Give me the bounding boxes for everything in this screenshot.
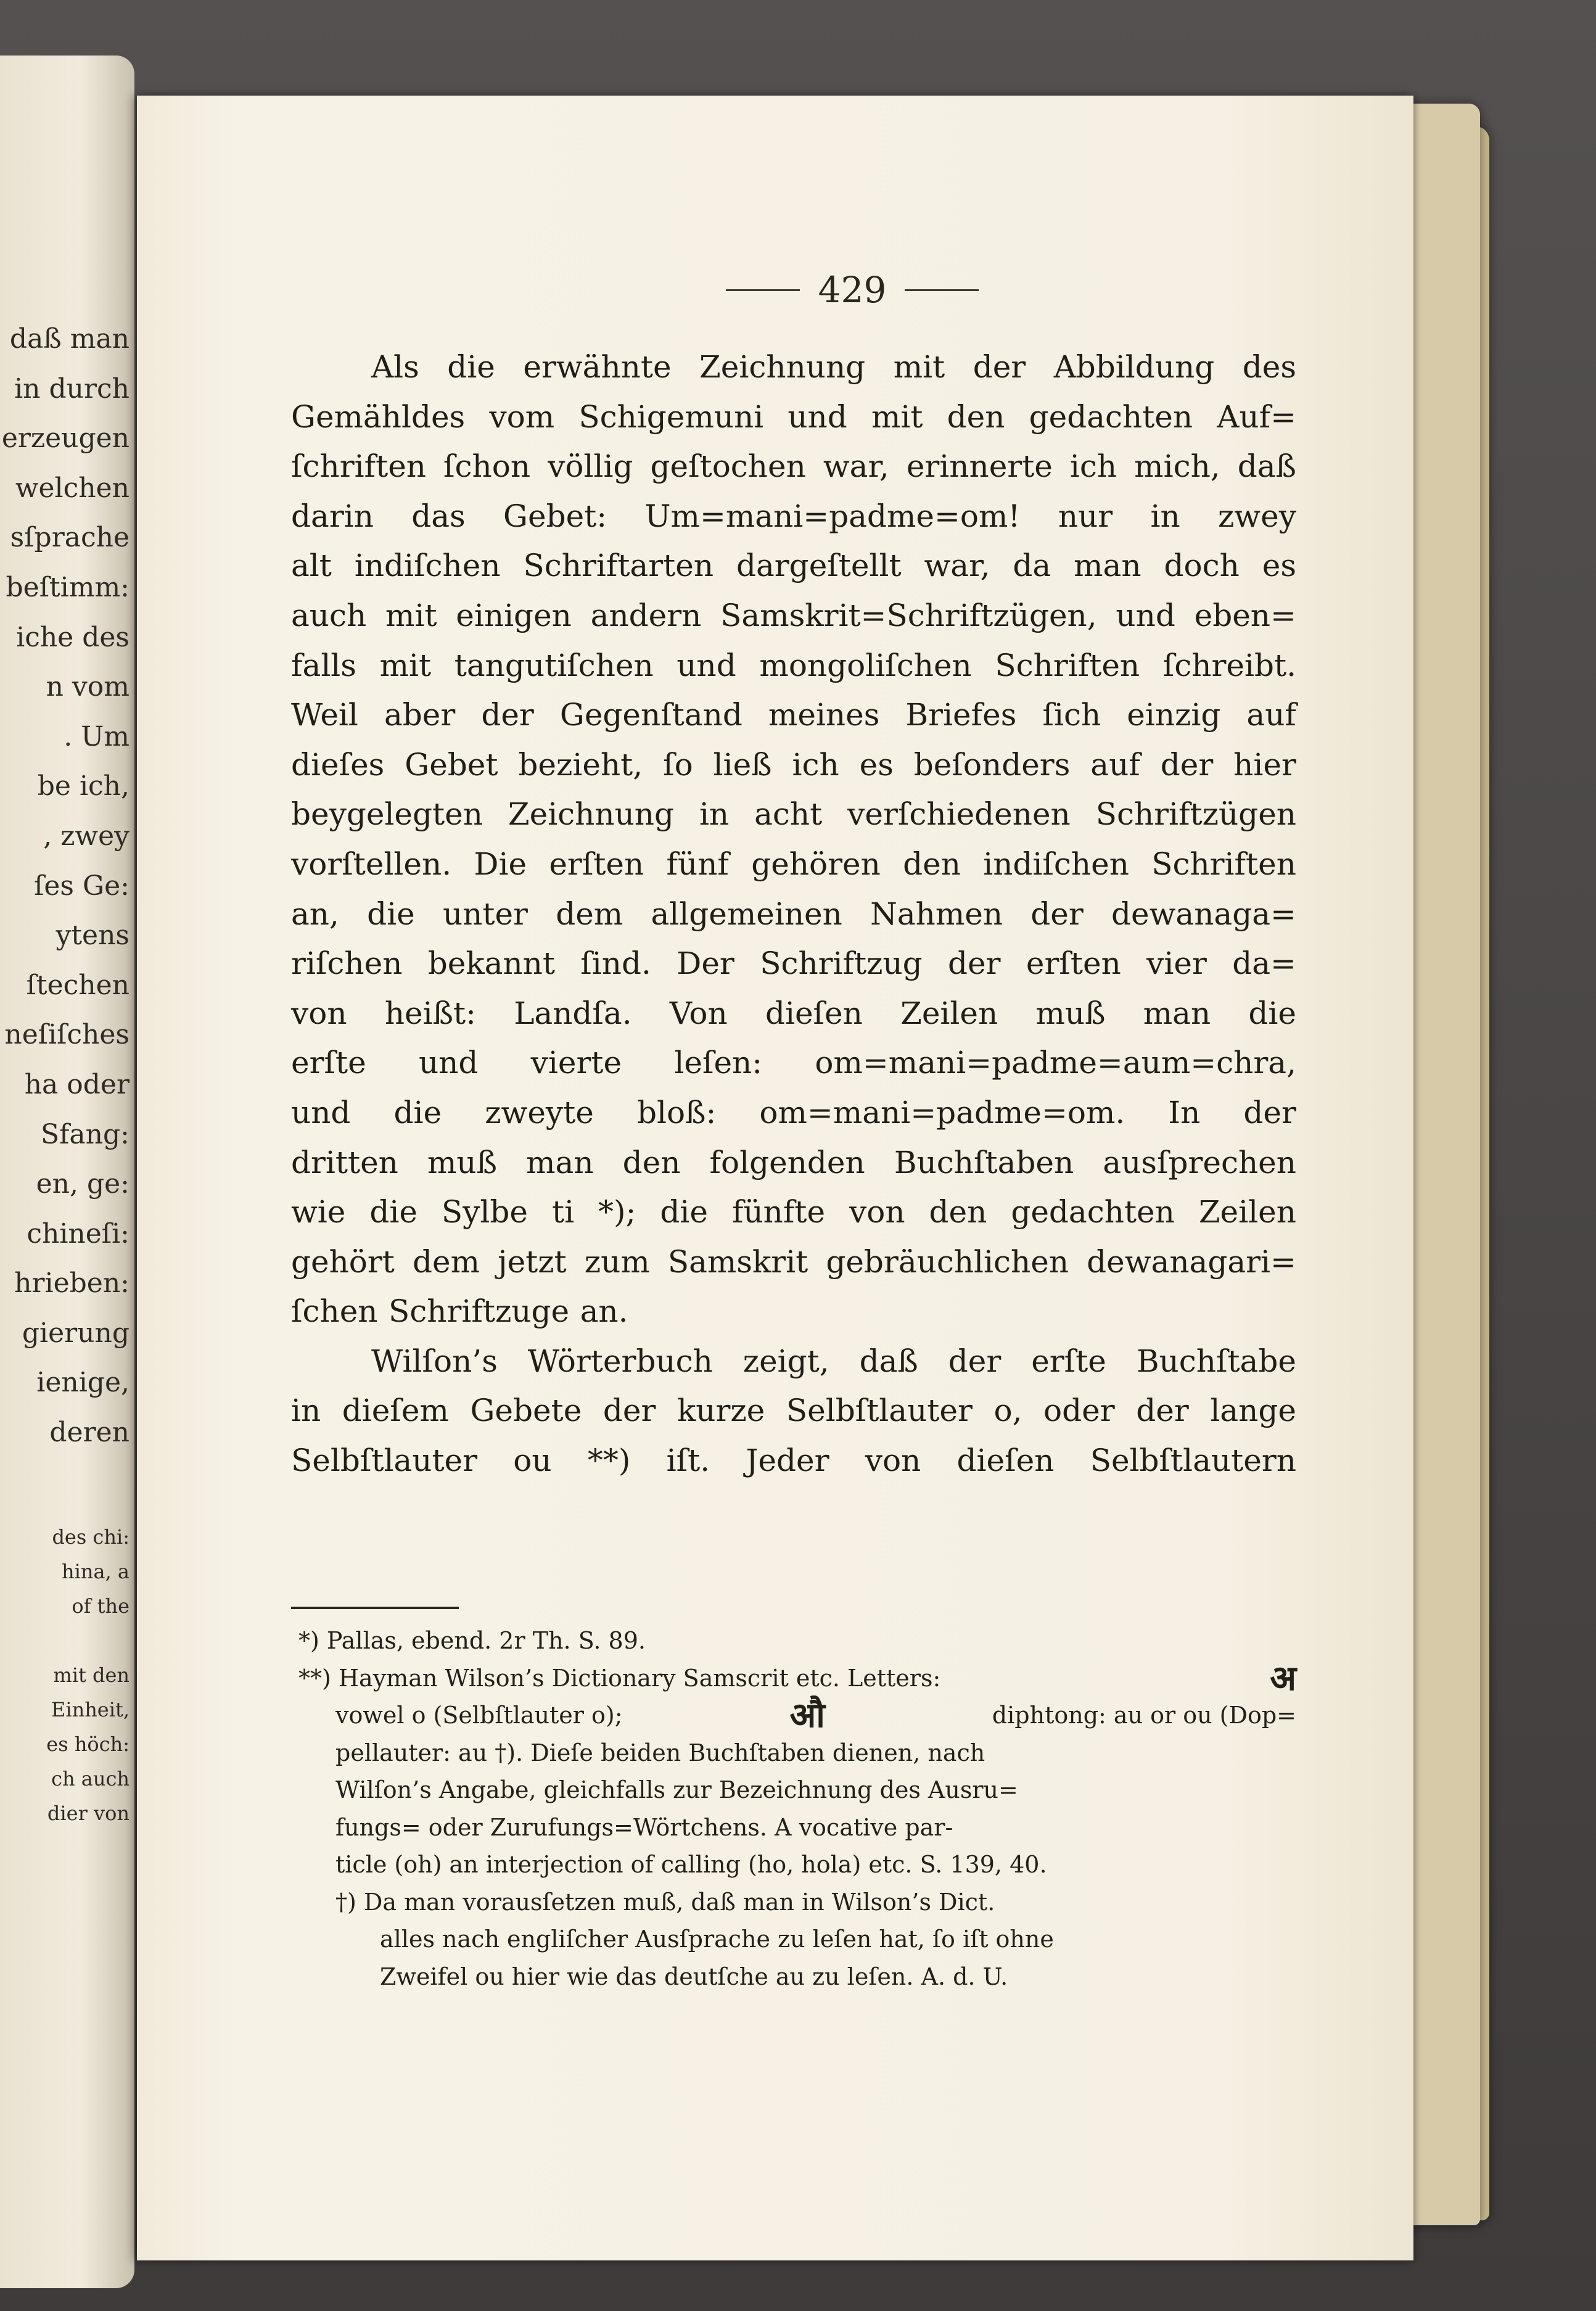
footnote-2-line-4 bbox=[298, 1771, 1296, 1809]
footnote-3-text-b: alles nach engliſcher Ausſprache zu leſen hat, ſo iſt ohne bbox=[380, 1926, 1054, 1953]
word: Zeilen bbox=[1198, 1194, 1296, 1230]
word: den bbox=[622, 1144, 681, 1180]
footnote-2-line-6 bbox=[298, 1846, 1296, 1884]
word: Buchſtaben bbox=[894, 1144, 1074, 1180]
text-line bbox=[291, 342, 1296, 392]
word: hier bbox=[1233, 746, 1296, 783]
left-page-fragment: ytens bbox=[56, 920, 130, 952]
left-page-fragment: chineſi: bbox=[27, 1217, 130, 1250]
word: der bbox=[948, 1343, 1002, 1379]
word: oder bbox=[1043, 1393, 1115, 1429]
word: Gebet: bbox=[503, 498, 607, 534]
word: auch bbox=[291, 597, 367, 633]
left-page-footnote-fragment: of the bbox=[72, 1594, 130, 1618]
left-page-footnote-fragment: dier von bbox=[47, 1801, 130, 1825]
word: der bbox=[1136, 1393, 1189, 1429]
left-page-fragment: in durch bbox=[14, 373, 130, 405]
word: andern bbox=[590, 597, 702, 633]
word: ſchon bbox=[443, 448, 531, 485]
word: lange bbox=[1210, 1393, 1296, 1429]
word: Schriftzuge bbox=[389, 1293, 570, 1330]
word: da= bbox=[1232, 945, 1296, 982]
footnote-2-text-e: Wilſon’s Angabe, gleichfalls zur Bezeichnung des Ausru= bbox=[335, 1776, 1018, 1803]
word: beſonders bbox=[913, 746, 1071, 783]
word: war, bbox=[823, 448, 889, 485]
footnote-3-text-c: Zweifel ou hier wie das deutſche au zu leſen. A. d. U. bbox=[380, 1963, 1008, 1990]
word: Wilſon’s bbox=[371, 1343, 498, 1379]
word: Abbildung bbox=[1053, 349, 1215, 385]
word: die bbox=[369, 1194, 418, 1230]
left-page-fragment: neſiſches bbox=[4, 1019, 130, 1051]
word: Zeichnung bbox=[699, 349, 866, 385]
word: völlig bbox=[548, 448, 633, 485]
word: dieſem bbox=[342, 1393, 449, 1429]
footnote-3-text-a: †) Da man vorausſetzen muß, daß man in Wilson’s Dict. bbox=[335, 1888, 995, 1916]
text-line bbox=[291, 1237, 1296, 1287]
footnotes bbox=[298, 1622, 1296, 1995]
word: Zeichnung bbox=[508, 796, 674, 833]
word: es bbox=[859, 746, 894, 783]
word: nur bbox=[1058, 498, 1113, 534]
word: erwähnte bbox=[523, 349, 672, 385]
word: erſte bbox=[1031, 1343, 1106, 1379]
word: Schriftarten bbox=[523, 548, 714, 584]
word: Selbſtlautern bbox=[1090, 1443, 1296, 1479]
word: geſtochen bbox=[650, 448, 806, 485]
word: Von bbox=[669, 995, 728, 1031]
word: zweyte bbox=[485, 1094, 594, 1131]
word: gehören bbox=[751, 846, 881, 882]
word: Schigemuni bbox=[578, 398, 764, 435]
word: verſchiedenen bbox=[847, 796, 1071, 833]
word: bezieht, bbox=[518, 746, 643, 783]
word: ſchriften bbox=[291, 448, 426, 485]
word: daß bbox=[859, 1343, 918, 1379]
word: von bbox=[849, 1194, 905, 1230]
left-page-footnote-fragment: mit den bbox=[53, 1663, 130, 1687]
right-page bbox=[137, 96, 1413, 2260]
word: mongoliſchen bbox=[759, 647, 972, 683]
word: bloß: bbox=[636, 1094, 717, 1131]
word: erſte bbox=[291, 1045, 366, 1081]
word: Der bbox=[677, 945, 734, 982]
text-line bbox=[291, 1138, 1296, 1188]
word: jetzt bbox=[498, 1243, 567, 1280]
word: den bbox=[947, 398, 1005, 435]
left-page-gap bbox=[0, 1458, 130, 1520]
word: Um=mani=padme=om! bbox=[644, 498, 1021, 534]
text-line bbox=[291, 740, 1296, 790]
footnote-2-text-g: ticle (oh) an interjection of calling (ho, hola) etc. S. 139, 40. bbox=[335, 1851, 1047, 1878]
word: die bbox=[447, 349, 495, 385]
word: ich bbox=[792, 746, 839, 783]
text-line bbox=[291, 889, 1296, 939]
word: von bbox=[865, 1443, 921, 1479]
word: darin bbox=[291, 498, 374, 534]
page-number: 429 bbox=[818, 269, 887, 311]
footnote-2-line-1 bbox=[298, 1657, 1296, 1699]
left-page-fragment: daß man bbox=[9, 323, 130, 355]
word: falls bbox=[291, 647, 356, 683]
word: Jeder bbox=[746, 1443, 829, 1479]
word: zwey bbox=[1217, 498, 1296, 534]
word: Gebet bbox=[405, 746, 498, 783]
word: Auf= bbox=[1217, 398, 1296, 435]
word: eben= bbox=[1194, 597, 1296, 633]
word: Schriftzügen bbox=[1095, 796, 1296, 833]
word: In bbox=[1168, 1094, 1201, 1131]
word: heißt: bbox=[384, 995, 476, 1031]
word: es bbox=[1262, 548, 1296, 584]
word: fünfte bbox=[731, 1194, 826, 1230]
word: ſo bbox=[663, 746, 693, 783]
word: in bbox=[1150, 498, 1180, 534]
left-page-footnote-fragment: des chi: bbox=[52, 1525, 130, 1549]
word: tangutiſchen bbox=[454, 647, 654, 683]
footnote-2-text-f: fungs= oder Zurufungs=Wörtchens. A vocative par- bbox=[335, 1813, 953, 1841]
left-page-fragment: hrieben: bbox=[14, 1267, 130, 1300]
word: auf bbox=[1090, 746, 1140, 783]
word: das bbox=[411, 498, 466, 534]
text-line bbox=[291, 839, 1296, 889]
word: Gebete bbox=[470, 1393, 582, 1429]
word: Gemähldes bbox=[291, 398, 466, 435]
left-page-fragment: be ich, bbox=[37, 770, 130, 802]
word: zum bbox=[584, 1243, 650, 1280]
left-page-fragment: ha oder bbox=[24, 1068, 130, 1100]
footnote-3-line-1 bbox=[298, 1884, 1296, 1921]
left-page-footnote-fragment bbox=[0, 1623, 130, 1658]
text-line bbox=[291, 492, 1296, 542]
word: meines bbox=[768, 697, 880, 733]
word: gedachten bbox=[1011, 1194, 1175, 1230]
word: in bbox=[699, 796, 730, 833]
word: die bbox=[393, 1094, 442, 1131]
word: dewanagari= bbox=[1087, 1243, 1296, 1280]
word: beygelegten bbox=[291, 796, 483, 833]
word: gehört bbox=[291, 1243, 395, 1280]
word: Selbſtlauter bbox=[291, 1443, 478, 1479]
word: *); bbox=[598, 1194, 636, 1230]
word: ausſprechen bbox=[1103, 1144, 1296, 1180]
left-page-fragment: beſtimm: bbox=[6, 571, 130, 603]
text-line bbox=[291, 1436, 1296, 1486]
word: fünf bbox=[666, 846, 729, 882]
word: die bbox=[367, 896, 415, 932]
footnote-1 bbox=[298, 1622, 1296, 1660]
word: an. bbox=[580, 1293, 628, 1330]
word: doch bbox=[1164, 548, 1240, 584]
word: Gegenſtand bbox=[559, 697, 742, 733]
text-line bbox=[291, 1386, 1296, 1436]
word: mit bbox=[385, 597, 437, 633]
word: mit bbox=[893, 349, 945, 385]
word: und bbox=[418, 1045, 479, 1081]
word: Sylbe bbox=[441, 1194, 529, 1230]
devanagari-glyph-au: औ bbox=[789, 1695, 825, 1736]
left-page-fragment: ſtechen bbox=[26, 969, 130, 1001]
word: dem bbox=[556, 896, 623, 932]
word: folgenden bbox=[709, 1144, 865, 1180]
word: muß bbox=[1035, 995, 1106, 1031]
word: von bbox=[291, 995, 347, 1031]
header-rule-left bbox=[726, 289, 800, 291]
word: mit bbox=[379, 647, 432, 683]
word: indiſchen bbox=[354, 548, 501, 584]
word: Als bbox=[371, 349, 419, 385]
word: der bbox=[973, 349, 1026, 385]
word: erinnerte bbox=[906, 448, 1053, 485]
word: Schriftzug bbox=[760, 945, 923, 982]
left-page-fragment: deren bbox=[49, 1417, 130, 1449]
left-page-fragment: n vom bbox=[46, 671, 130, 703]
word: die bbox=[1248, 995, 1296, 1031]
left-page-fragment: gierung bbox=[22, 1317, 130, 1349]
word: Selbſtlauter bbox=[786, 1393, 973, 1429]
text-line bbox=[291, 442, 1296, 492]
word: indiſchen bbox=[983, 846, 1129, 882]
word: mit bbox=[871, 398, 923, 435]
left-page-footnote-fragment: ch auch bbox=[51, 1766, 130, 1790]
word: mich, bbox=[1134, 448, 1220, 485]
word: acht bbox=[754, 796, 823, 833]
footnote-2-line-5 bbox=[298, 1809, 1296, 1847]
word: Wörterbuch bbox=[527, 1343, 713, 1379]
word: ich bbox=[1069, 448, 1117, 485]
word: und bbox=[1116, 597, 1175, 633]
word: der bbox=[1243, 1094, 1296, 1131]
word: gebräuchlichen bbox=[826, 1243, 1069, 1280]
text-line bbox=[291, 1337, 1296, 1386]
word: erſten bbox=[1026, 945, 1121, 982]
word: vierte bbox=[530, 1045, 622, 1081]
word: ließ bbox=[713, 746, 772, 783]
word: der bbox=[603, 1393, 656, 1429]
left-facing-page bbox=[0, 56, 134, 2288]
footnote-2-text-a: **) Hayman Wilson’s Dictionary Samscrit etc. Letters: bbox=[298, 1664, 941, 1692]
word: allgemeinen bbox=[651, 896, 842, 932]
word: vom bbox=[489, 398, 555, 435]
word: an, bbox=[291, 896, 339, 932]
text-line bbox=[291, 1088, 1296, 1138]
footnote-2-text-d: pellauter: au †). Dieſe beiden Buchſtaben dienen, nach bbox=[335, 1739, 985, 1766]
word: man bbox=[1074, 548, 1141, 584]
word: in bbox=[291, 1393, 321, 1429]
word: man bbox=[526, 1144, 594, 1180]
text-line bbox=[291, 989, 1296, 1039]
word: Briefes bbox=[905, 697, 1017, 733]
word: der bbox=[1030, 896, 1084, 932]
word: einzig bbox=[1127, 697, 1221, 733]
word: erſten bbox=[549, 846, 644, 882]
word: ſind. bbox=[580, 945, 651, 982]
word: auf bbox=[1246, 697, 1296, 733]
word: dargeſtellt bbox=[736, 548, 902, 584]
word: gedachten bbox=[1029, 398, 1193, 435]
text-line bbox=[291, 690, 1296, 740]
word: zeigt, bbox=[742, 1343, 829, 1379]
main-text-body bbox=[291, 342, 1296, 1486]
word: o, bbox=[993, 1393, 1022, 1429]
left-page-footnote-fragment: hina, a bbox=[62, 1559, 130, 1583]
word: leſen: bbox=[674, 1045, 763, 1081]
word: Samskrit=Schriftzügen, bbox=[720, 597, 1097, 633]
word: dritten bbox=[291, 1144, 398, 1180]
left-page-fragment: erzeugen bbox=[1, 422, 130, 455]
text-line bbox=[291, 641, 1296, 691]
word: Die bbox=[474, 846, 527, 882]
word: Schriften bbox=[1151, 846, 1296, 882]
word: Zeilen bbox=[900, 995, 998, 1031]
word: da bbox=[1013, 548, 1051, 584]
text-line bbox=[291, 1038, 1296, 1088]
page-header bbox=[667, 265, 1037, 315]
word: einigen bbox=[456, 597, 572, 633]
word: Nahmen bbox=[870, 896, 1003, 932]
word: Weil bbox=[291, 697, 358, 733]
word: dem bbox=[412, 1243, 480, 1280]
left-page-fragment: en, ge: bbox=[36, 1168, 130, 1200]
footnote-2-line-3 bbox=[298, 1734, 1296, 1772]
word: om=mani=padme=aum=chra, bbox=[815, 1045, 1296, 1081]
word: Schriften bbox=[995, 647, 1140, 683]
word: die bbox=[660, 1194, 708, 1230]
left-page-fragment: welchen bbox=[15, 472, 130, 504]
footnote-1-text: *) Pallas, ebend. 2r Th. S. 89. bbox=[298, 1627, 646, 1654]
left-page-fragment: sſprache bbox=[10, 522, 130, 554]
word: der bbox=[481, 697, 534, 733]
left-page-text-fragments bbox=[0, 315, 130, 1831]
word: Landſa. bbox=[514, 995, 632, 1031]
word: den bbox=[929, 1194, 987, 1230]
word: bekannt bbox=[427, 945, 555, 982]
word: vier bbox=[1146, 945, 1207, 982]
left-page-footnote-fragment: Einheit, bbox=[51, 1697, 130, 1721]
word: aber bbox=[384, 697, 456, 733]
left-page-fragment: iche des bbox=[16, 621, 130, 653]
word: man bbox=[1143, 995, 1211, 1031]
word: vorſtellen. bbox=[291, 846, 452, 882]
footnote-2-line-2 bbox=[298, 1697, 1296, 1734]
word: iſt. bbox=[666, 1443, 710, 1479]
word: Samskrit bbox=[667, 1243, 808, 1280]
word: dieſen bbox=[956, 1443, 1055, 1479]
text-line bbox=[291, 591, 1296, 641]
word: war, bbox=[924, 548, 990, 584]
word: und bbox=[788, 398, 847, 435]
header-rule-right bbox=[905, 289, 979, 291]
word: ou bbox=[513, 1443, 552, 1479]
word: om=mani=padme=om. bbox=[759, 1094, 1125, 1131]
word: ſchreibt. bbox=[1162, 647, 1296, 683]
word: dieſes bbox=[291, 746, 385, 783]
word: kurze bbox=[677, 1393, 765, 1429]
text-line bbox=[291, 392, 1296, 442]
word: der bbox=[1160, 746, 1214, 783]
text-line bbox=[291, 789, 1296, 839]
word: der bbox=[948, 945, 1001, 982]
word: **) bbox=[587, 1443, 631, 1479]
word: und bbox=[677, 647, 736, 683]
word: und bbox=[291, 1094, 351, 1131]
left-page-fragment: Sfang: bbox=[41, 1118, 130, 1150]
word: daß bbox=[1237, 448, 1296, 485]
word: muß bbox=[427, 1144, 497, 1180]
word: ſich bbox=[1042, 697, 1101, 733]
word: des bbox=[1242, 349, 1296, 385]
word: den bbox=[903, 846, 961, 882]
left-page-fragment: ienige, bbox=[36, 1367, 130, 1399]
footnote-3-line-3 bbox=[298, 1958, 1296, 1996]
text-line bbox=[291, 1187, 1296, 1237]
word: dewanaga= bbox=[1111, 896, 1296, 932]
footnote-2-text-c: diphtong: au or ou (Dop= bbox=[992, 1702, 1296, 1729]
footnote-2-text-b: vowel o (Selbſtlauter o); bbox=[335, 1702, 623, 1729]
word: ti bbox=[551, 1194, 575, 1230]
word: Buchſtabe bbox=[1136, 1343, 1296, 1379]
word: riſchen bbox=[291, 945, 403, 982]
text-line bbox=[291, 1287, 1296, 1337]
left-page-fragment: ſes Ge: bbox=[34, 870, 130, 902]
devanagari-glyph-a: अ bbox=[1270, 1657, 1296, 1699]
text-line bbox=[291, 939, 1296, 989]
left-page-fragment: , zwey bbox=[43, 820, 130, 852]
left-page-fragment: . Um bbox=[64, 720, 130, 752]
left-page-footnote-fragment: es höch: bbox=[46, 1732, 130, 1756]
text-line bbox=[291, 541, 1296, 591]
footnote-3-line-2 bbox=[298, 1921, 1296, 1958]
word: unter bbox=[442, 896, 528, 932]
footnote-separator-rule bbox=[291, 1607, 459, 1609]
word: ſchen bbox=[291, 1293, 378, 1330]
word: wie bbox=[291, 1194, 346, 1230]
word: dieſen bbox=[765, 995, 863, 1031]
word: alt bbox=[291, 548, 332, 584]
